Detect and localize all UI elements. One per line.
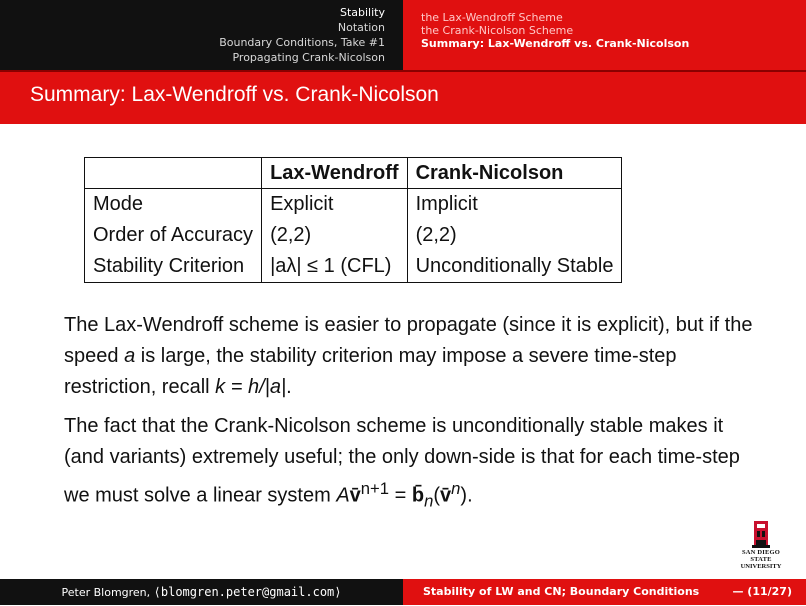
nav-section-propagating-cn[interactable]: Propagating Crank-Nicolson (232, 51, 385, 64)
nav-subsection-lax-wendroff[interactable]: the Lax-Wendroff Scheme (421, 11, 563, 24)
footer-talk-title: Stability of LW and CN; Boundary Conditions (423, 585, 700, 598)
table-row (85, 189, 622, 221)
footer-email: ⟨blomgren.peter@gmail.com⟩ (153, 585, 342, 599)
table-cell: Stability Criterion (85, 251, 262, 283)
matrix-a: A (336, 484, 350, 507)
table-row (85, 220, 622, 251)
formula-time-step: k = h/|a| (215, 376, 287, 398)
table-cell: (2,2) (407, 220, 622, 251)
nav-subsection-summary[interactable]: Summary: Lax-Wendroff vs. Crank-Nicolson (421, 37, 690, 50)
nav-section-stability[interactable]: Stability (339, 6, 385, 19)
table-header-crank-nicolson: Crank-Nicolson (407, 158, 622, 189)
footer (0, 579, 806, 605)
nav-section-notation[interactable]: Notation (337, 21, 385, 34)
paragraph-crank-nicolson (64, 411, 764, 517)
table-cell: Implicit (407, 189, 622, 221)
table-header-row (85, 158, 622, 189)
logo-text-line2: UNIVERSITY (740, 563, 782, 570)
table-cell: Unconditionally Stable (407, 251, 622, 283)
vector-b: b̄ (411, 484, 425, 507)
paragraph-text: is large, the stability criterion may impose a severe time-step restriction, recall (64, 345, 677, 398)
table-cell: Mode (85, 189, 262, 221)
table-cell: |aλ| ≤ 1 (CFL) (262, 251, 408, 283)
table-cell: (2,2) (262, 220, 408, 251)
paragraph-lax-wendroff (64, 310, 764, 403)
footer-info (403, 579, 806, 605)
table-header-lax-wendroff: Lax-Wendroff (262, 158, 408, 189)
superscript-n: n (451, 479, 461, 498)
paragraph-text: . (286, 376, 292, 398)
vector-v: v̄ (349, 484, 361, 507)
vector-v-arg: v̄ (440, 484, 452, 507)
subscript-n: n (424, 491, 434, 511)
variable-a: a (124, 345, 136, 367)
sdsu-logo (733, 519, 789, 575)
paren-open: ( (433, 484, 441, 507)
section-nav (0, 0, 403, 70)
table-row (85, 251, 622, 283)
nav-section-boundary-conditions[interactable]: Boundary Conditions, Take #1 (219, 36, 385, 49)
subsection-nav (403, 0, 806, 70)
footer-page-number: — (11/27) (732, 585, 792, 598)
paren-close: ). (460, 484, 473, 507)
footer-author (0, 579, 403, 605)
paragraph-text: The Lax-Wendroff scheme is easier to propagate (since it is explicit), but if the speed (64, 314, 753, 367)
nav-subsection-crank-nicolson[interactable]: the Crank-Nicolson Scheme (421, 24, 574, 37)
comparison-table (84, 157, 622, 283)
table-header-empty (85, 158, 262, 189)
logo-text-line1: SAN DIEGO STATE (741, 549, 781, 563)
table-cell: Order of Accuracy (85, 220, 262, 251)
equals-sign: = (389, 484, 412, 507)
footer-author-name: Peter Blomgren, (61, 586, 154, 599)
superscript-n-plus-1: n+1 (360, 479, 390, 498)
sdsu-tower-icon (750, 519, 772, 549)
table-cell: Explicit (262, 189, 408, 221)
paragraph-text: The fact that the Crank-Nicolson scheme is unconditionally stable makes it (and variants) extremely useful; the only down-side is that for each time-step we must solve a linear system (64, 415, 740, 507)
header-navigation (0, 0, 806, 70)
frame-title: Summary: Lax-Wendroff vs. Crank-Nicolson (30, 83, 439, 106)
frame-title-bar (0, 70, 806, 124)
